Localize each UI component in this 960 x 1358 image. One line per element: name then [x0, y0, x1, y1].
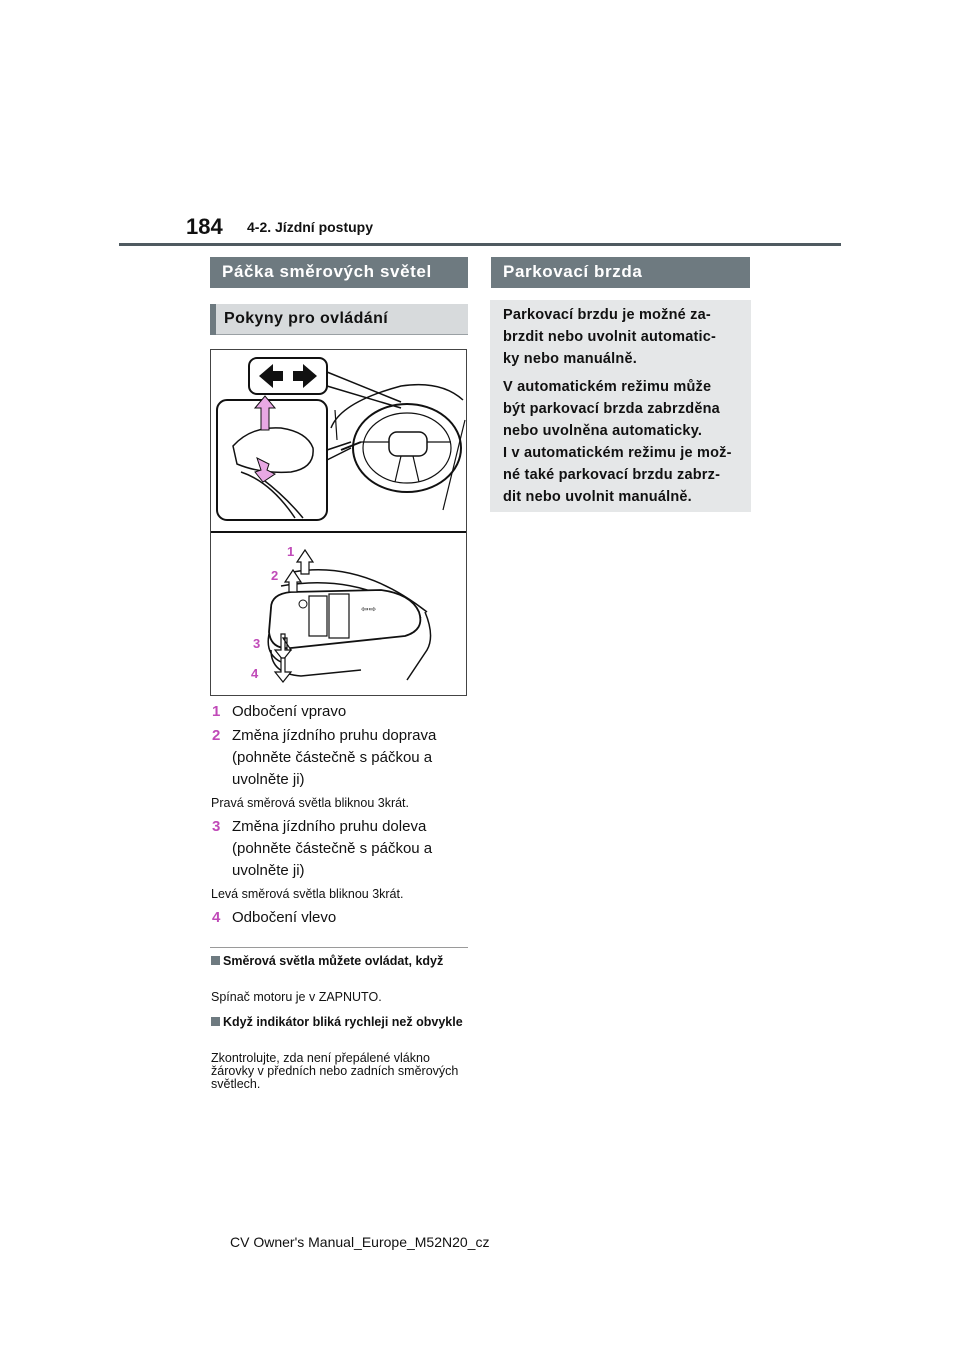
parking-brake-info-box [490, 300, 751, 512]
parking-brake-paragraph-1: Parkovací brzdu je možné za- brzdit nebo uvolnit automatic- ky nebo manuálně. [503, 307, 717, 367]
figure-label-1: 1 [287, 544, 295, 559]
square-bullet-icon [211, 956, 220, 965]
section-divider [210, 947, 468, 948]
step-number: 3 [212, 818, 221, 835]
subsection-title-operation [210, 304, 468, 335]
step-2 [212, 725, 472, 791]
figure-label-2: 2 [271, 568, 279, 583]
subsection-title-text: Pokyny pro ovládání [224, 310, 389, 327]
note-left-blink: Levá směrová světla bliknou 3krát. [211, 887, 404, 901]
figure-label-4: 4 [251, 666, 259, 681]
step-number: 1 [212, 703, 221, 720]
square-bullet-icon [211, 1017, 220, 1026]
note-right-blink: Pravá směrová světla bliknou 3krát. [211, 796, 410, 810]
step-4 [212, 907, 472, 929]
step-number: 4 [212, 909, 221, 926]
position-4-arrow [275, 658, 291, 682]
step-text: Změna jízdního pruhu doleva (pohněte částečně s páčkou a uvolněte ji) [232, 818, 433, 879]
title-accent [210, 304, 216, 335]
turn-signal-lever-illustration [210, 349, 467, 696]
step-text: Odbočení vlevo [232, 909, 337, 926]
parking-brake-paragraph-2: V automatickém režimu může být parkovací brzda zabrzděna nebo uvolněna automaticky. I v automatickém režimu je mož- né také parkovací brzdu zabrz- dit nebo uvolnit manuálně. [503, 379, 732, 505]
headlight-symbol: ⇦⇨ [361, 605, 377, 615]
info-body-2: Zkontrolujte, zda není přepálené vlákno žárovky v předních nebo zadních směrových světlech. [211, 1051, 459, 1091]
info-heading-text: Směrová světla můžete ovládat, když [223, 954, 444, 968]
step-text: Odbočení vpravo [232, 703, 347, 720]
page-number: 184 [186, 214, 223, 239]
lever-diagram [211, 350, 466, 695]
step-number: 2 [212, 727, 221, 744]
figure-label-3: 3 [253, 636, 261, 651]
section-title-turn-signal: Páčka směrových světel [210, 257, 468, 288]
step-text: Změna jízdního pruhu doprava (pohněte částečně s páčkou a uvolněte ji) [232, 727, 437, 788]
step-1 [212, 701, 472, 723]
header-rule [119, 243, 841, 246]
info-heading-text: Když indikátor bliká rychleji než obvykle [223, 1015, 463, 1029]
info-heading-1 [211, 954, 471, 968]
footer-manual-id: CV Owner's Manual_Europe_M52N20_cz [230, 1234, 490, 1250]
section-reference: 4-2. Jízdní postupy [247, 219, 374, 235]
info-body-1: Spínač motoru je v ZAPNUTO. [211, 990, 382, 1004]
step-3 [212, 816, 472, 882]
info-heading-2 [211, 1015, 471, 1029]
section-title-parking-brake: Parkovací brzda [491, 257, 750, 288]
lever-body [269, 590, 420, 648]
position-2-arrow [285, 570, 301, 592]
steering-wheel [353, 404, 461, 492]
